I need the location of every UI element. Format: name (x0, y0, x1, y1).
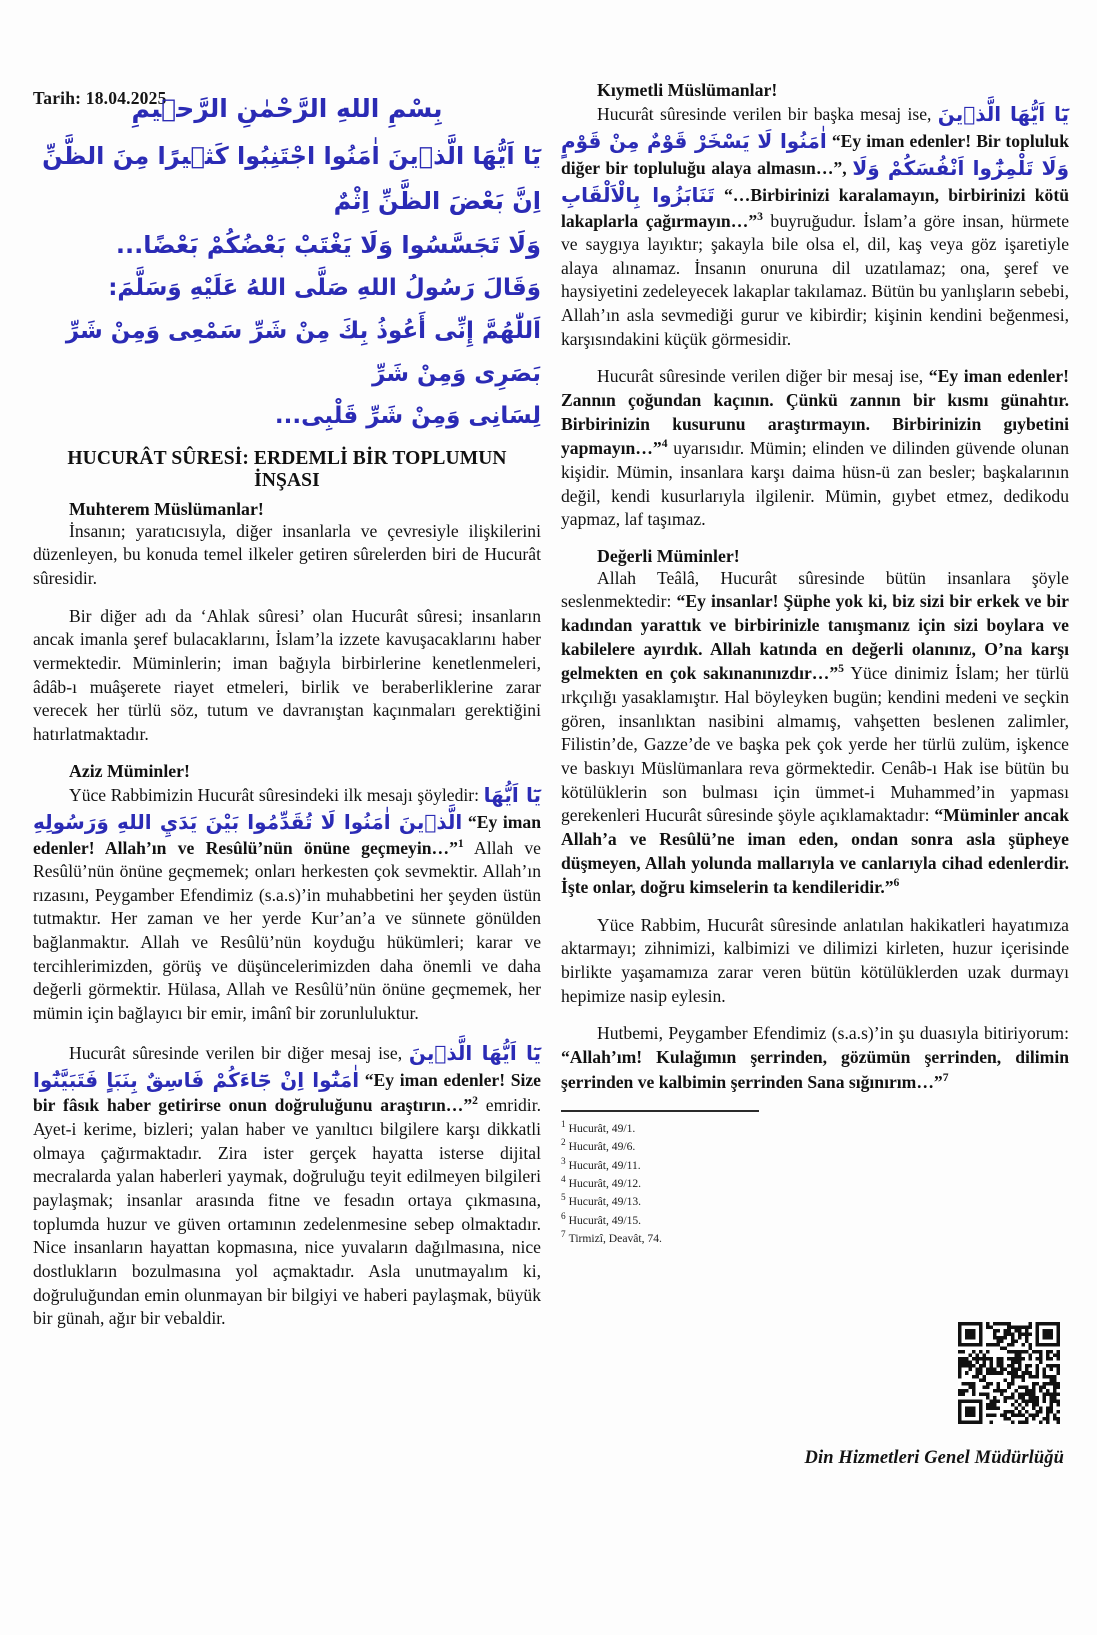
paragraph-9-quote: “Allah’ım! Kulağımın şerrinden, gözümün şerrinden, dilimin şerrinden ve kalbimin şerrinden Sana sığınırım…” (561, 1047, 1069, 1092)
quran-verse-line-2: وَلَا تَجَسَّسُوا وَلَا يَغْتَبْ بَعْضُكُمْ بَعْضًا... (115, 231, 541, 260)
paragraph-6-lead: Hucurât sûresinde verilen diğer bir mesaj ise, (597, 366, 929, 387)
bismillah-text: بِسْمِ اللهِ الرَّحْمٰنِ الرَّح۪يمِ (131, 94, 443, 123)
sermon-title (33, 448, 541, 493)
footnote-item (561, 1229, 1069, 1247)
paragraph-4-lead: Hucurât sûresinde verilen bir diğer mesaj ise, (69, 1042, 403, 1063)
footnote-ref-4: 4 (661, 437, 668, 451)
paragraph-5 (561, 101, 1069, 351)
footnote-marker: 4 (561, 1175, 566, 1186)
left-column (33, 80, 541, 1331)
footnote-ref-3: 3 (757, 209, 763, 223)
footnote-item (561, 1119, 1069, 1137)
footnote-text: Hucurât, 49/6. (568, 1140, 636, 1154)
paragraph-5-quote-1: “Ey iman edenler! Bir topluluk diğer bir topluluğu alaya almasın…”, (561, 130, 1069, 178)
quran-verse-line-1: يَٓا اَيُّهَا الَّذ۪ينَ اٰمَنُوا اجْتَنِبُوا كَث۪يرًا مِنَ الظَّنِّ اِنَّ بَعْضَ الظَّنِّ اِثْمٌ (42, 142, 541, 215)
paragraph-5-lead: Hucurât sûresinde verilen bir başka mesaj ise, (597, 104, 932, 124)
paragraph-2: Bir diğer adı da ‘Ahlak sûresi’ olan Hucurât sûresi; insanların ancak imanla şeref bulacaklarını, İslam’la izzete kavuşacaklarını haber vermektedir. Müminlerin; iman bağıyla birbirlerine kenetlenmeleri, âdâb-ı muâşerete riayet etmeleri, birlik ve beraberliklerine zarar verecek her türlü söz, tutum ve davranıştan kaçınmaları gerektiğini hatırlatmaktadır. (33, 605, 541, 745)
paragraph-3-arabic: يَٓا اَيُّهَا الَّذ۪ينَ اٰمَنُوا لَا تُقَدِّمُوا بَيْنَ يَدَيِ اللهِ وَرَسُولِهِ (33, 782, 541, 834)
footnote-ref-6: 6 (893, 876, 900, 890)
footnote-list (561, 1119, 1069, 1247)
paragraph-9-lead: Hutbemi, Peygamber Efendimiz (s.a.s)’in şu duasıyla bitiriyorum: (597, 1023, 1069, 1044)
paragraph-7-quote-2: “Müminler ancak Allah’a ve Resûlü’ne iman eden, ondan sonra asla şüpheye düşmeyen, Allah yolunda mallarıyla ve canlarıyla cihad edenlerdir. İşte onlar, doğru kimselerin ta kendileridir.” (561, 805, 1069, 898)
footnote-text: Hucurât, 49/11. (568, 1158, 641, 1172)
footnote-text: Tirmizî, Deavât, 74. (568, 1231, 662, 1245)
paragraph-4 (33, 1040, 541, 1331)
paragraph-4-quote: “Ey iman edenler! Size bir fâsık haber getirirse onun doğruluğunu araştırın…” (33, 1069, 541, 1116)
footnote-marker: 3 (561, 1156, 566, 1167)
paragraph-3-lead: Yüce Rabbimizin Hucurât sûresindeki ilk mesajı şöyledir: (69, 784, 480, 805)
paragraph-3-quote: “Ey iman edenler! Allah’ın ve Resûlü’nün önüne geçmeyin…” (33, 811, 541, 858)
footnote-item (561, 1192, 1069, 1210)
heading-muhterem-muslumanlar: Muhterem Müslümanlar! (69, 498, 264, 519)
paragraph-3-rest: Allah ve Resûlü’nün önüne geçmemek; onları herkesten çok sevmektir. Allah’ın rızasını, Peygamber Efendimiz (s.a.s)’in muhabbetini her şeyden üstün tutmaktır. Her zaman ve her yerde Kur’an’a ve sünnete gönülden bağlanmaktır. Allah ve Resûlü’nün koyduğu hükümleri; karar ve tercihlerimizden, görüş ve düşüncelerimizden daha önemli ve daha değerli görmektir. Hülasa, Allah ve Resûlü’nün önüne geçmemek, her mümin için bağlayıcı bir emir, imânî bir zorunluluktur. (33, 837, 541, 1023)
footnote-ref-5: 5 (838, 662, 844, 676)
hadith-line-2: لِسَانِى وَمِنْ شَرِّ قَلْبِى... (274, 403, 541, 430)
footnote-text: Hucurât, 49/15. (568, 1213, 642, 1227)
footnote-item (561, 1211, 1069, 1229)
heading-aziz-muminler: Aziz Müminler! (69, 760, 190, 781)
heading-degerli-muminler: Değerli Müminler! (597, 545, 740, 566)
qr-code[interactable] (958, 1322, 1060, 1424)
footnote-marker: 2 (561, 1138, 566, 1149)
hadith-line-1: اَللّٰهُمَّ إِنِّى أَعُوذُ بِكَ مِنْ شَرِّ سَمْعِى وَمِنْ شَرِّ بَصَرِى وَمِنْ شَرِّ (65, 317, 541, 387)
footnote-text: Hucurât, 49/1. (568, 1122, 636, 1136)
paragraph-5-quote-2: “…Birbirinizi karalamayın, birbirinizi kötü lakaplarla çağırmayın…” (561, 184, 1069, 231)
paragraph-7-quote: “Ey insanlar! Şüphe yok ki, biz sizi bir erkek ve bir kadından yarattık ve birbirinizle tanışmanız için sizi boylara ve kabilelere ayırdık. Allah katında en değerli olanınız, O’na karşı gelmekten en çok sakınanınızdır…” (561, 591, 1069, 684)
right-column (561, 80, 1069, 1331)
footnote-marker: 5 (561, 1193, 566, 1204)
heading-kiymetli-muslumanlar: Kıymetli Müslümanlar! (597, 80, 778, 100)
footnote-marker: 7 (561, 1230, 566, 1241)
footnote-ref-2: 2 (472, 1094, 478, 1108)
paragraph-7-rest: Yüce dinimiz İslam; her türlü ırkçılığı yasaklamıştır. Hal böyleyken bugün; kendini medeni ve seçkin gören, insanlıktan nasibini almamış, vahşetten beslenen zalimler, Filistin’de, Gazze’de ve başka pek çok yerde her türlü zulüm, işkence ve baskıyı Müslümanlara reva görmektedir. Cenâb-ı Hak ise bütün bu kötülüklerin son bulması için ümmet-i Muhammed’in yapması gerekenleri Hucurât sûresinde şöyle açıklamaktadır: (561, 663, 1069, 826)
footnote-ref-7: 7 (942, 1070, 949, 1084)
footnote-item (561, 1156, 1069, 1174)
paragraph-6-rest: uyarısıdır. Mümin; elinden ve dilinden güvende olunan kişidir. Mümin, insanlara karşı daima hüsn-ü zan besler; başkalarının değil, kendi kusurlarıyla ilgilenir. Mümin, gıybet etmez, dedikodu yapmaz, laf taşımaz. (561, 438, 1069, 530)
footnote-marker: 6 (561, 1211, 566, 1222)
paragraph-9 (561, 1022, 1069, 1094)
footnote-separator (561, 1110, 759, 1112)
hadith-intro-text: وَقَالَ رَسُولُ اللهِ صَلَّى اللهُ عَلَيْهِ وَسَلَّمَ: (108, 275, 541, 302)
paragraph-1: İnsanın; yaratıcısıyla, diğer insanlarla ve çevresiyle ilişkilerini düzenleyen, bu konuda temel ilkeler getiren sûrelerden biri de Hucurât sûresidir. (33, 520, 541, 589)
footnote-item (561, 1174, 1069, 1192)
paragraph-5-arabic-1: يَٓا اَيُّهَا الَّذ۪ينَ اٰمَنُوا لَا يَسْخَرْ قَوْمٌ مِنْ قَوْمٍ (561, 102, 1069, 153)
paragraph-8: Yüce Rabbim, Hucurât sûresinde anlatılan hakikatleri hayatımıza aktarmayı; zihnimizi, kalbimizi ve dilimizi kirleten, huzur içerisinde birlikte yaşamamıza zarar veren bütün kötülüklerden uzak durmayı hepimize nasip eylesin. (561, 914, 1069, 1006)
footnote-marker: 1 (561, 1120, 566, 1131)
paragraph-4-arabic: يَٓا اَيُّهَا الَّذ۪ينَ اٰمَنُٓوا اِنْ جَٓاءَكُمْ فَاسِقٌ بِنَبَاٍ فَتَبَيَّنُٓوا (33, 1040, 542, 1092)
paragraph-4-rest: emridir. Ayet-i kerime, bizleri; yalan haber ve yanıltıcı bilgilere karşı dikkatli olmaya çağırmaktadır. Zira ister gerçek hayatta isterse dijital mecralarda yalan haberleri yaymak, doğruluğu teyit edilmeyen bilgileri paylaşmak; insanlar arasında fitne ve fesadın ortaya çıkmasına, toplumda huzur ve güven ortamının zedelenmesine sebep olmaktadır. Nice insanların hayattan kopmasına, nice yuvaların dağılmasına, nice dostlukların bozulmasına yol açmaktadır. Asla unutmayalım ki, doğruluğundan emin olunmayan bir bilgiyi ve haberi paylaşmak, büyük bir günah, ağır bir vebaldir. (33, 1095, 541, 1329)
paragraph-3 (33, 782, 541, 1026)
footnote-text: Hucurât, 49/12. (568, 1176, 642, 1190)
paragraph-6-quote: “Ey iman edenler! Zannın çoğundan kaçının. Çünkü zannın bir kısmı günahtır. Birbirinizin kusurunu araştırmayın. Birbirinizin gıybetini yapmayın…” (561, 366, 1069, 459)
signature-line: Din Hizmetleri Genel Müdürlüğü (804, 1448, 1064, 1468)
paragraph-6 (561, 365, 1069, 531)
paragraph-5-rest: buyruğudur. İslam’a göre insan, hürmete ve saygıya layıktır; şakayla bile olsa el, dil, kaş veya göz işaretiyle alaya alınamaz. İnsanın onuruna dil uzatılamaz; ona, şeref ve haysiyetini zedeleyecek lakaplar takılamaz. Bütün bu yanlışların sebebi, Allah’ın asla sevmediği gurur ve kibirdir; kişinin kendini beğenmesi, karşısındakini küçük görmesidir. (561, 210, 1069, 349)
paragraph-7 (561, 567, 1069, 900)
two-column-layout (0, 80, 1097, 1331)
footnote-item (561, 1137, 1069, 1155)
paragraph-5-arabic-2: وَلَا تَلْمِزُٓوا اَنْفُسَكُمْ وَلَا تَنَابَزُوا بِالْاَلْقَابِ (561, 155, 1069, 207)
sermon-title-line-2: İNŞASI (254, 470, 320, 492)
date-label: Tarih: 18.04.2025 (33, 88, 167, 108)
paragraph-7-lead: Allah Teâlâ, Hucurât sûresinde bütün insanlara şöyle seslenmektedir: (561, 567, 1069, 612)
sermon-title-line-1: HUCURÂT SÛRESİ: ERDEMLİ BİR TOPLUMUN (67, 447, 507, 469)
footnote-ref-1: 1 (457, 836, 464, 850)
footnote-text: Hucurât, 49/13. (568, 1195, 642, 1209)
